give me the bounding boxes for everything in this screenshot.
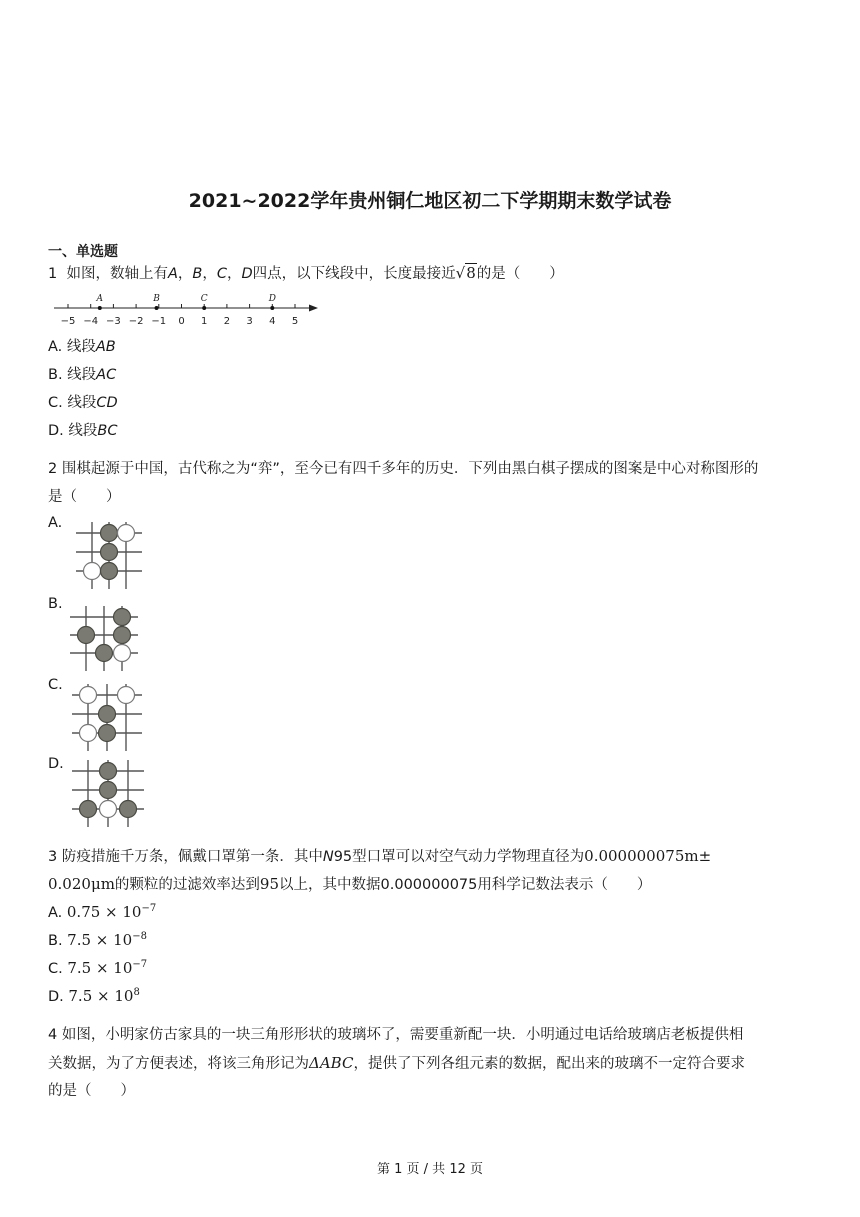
tick-label: 3: [246, 316, 253, 327]
question-2-line-2: 是（ ）: [48, 489, 121, 505]
white-stone: [84, 563, 101, 580]
black-stone: [114, 627, 131, 644]
black-stone: [101, 563, 118, 580]
white-stone: [114, 645, 131, 662]
tick-label: −5: [60, 316, 76, 327]
question-3-line-2: 0.020μm的颗粒的过滤效率达到95以上，其中数据0.000000075用科学记数法表示（ ）: [48, 875, 652, 893]
question-number: 1: [48, 266, 58, 282]
go-board-option-b[interactable]: [66, 604, 146, 680]
question-number: 3: [48, 849, 58, 865]
point-label: C: [200, 294, 208, 304]
question-number: 2: [48, 461, 58, 477]
black-stone: [100, 763, 117, 780]
page-footer: 第 1 页 / 共 12 页: [377, 1162, 483, 1177]
q2-option-a[interactable]: A.: [48, 515, 63, 531]
sqrt-expression: √8: [455, 264, 476, 282]
document-title: 2021~2022学年贵州铜仁地区初二下学期期末数学试卷: [188, 190, 672, 212]
q1-option-d[interactable]: D. 线段BC: [48, 423, 118, 439]
q3-option-b[interactable]: B. $7.5 \times 10^{-8}$: [48, 931, 147, 949]
black-stone: [78, 627, 95, 644]
point-label: B: [153, 294, 160, 304]
black-stone: [100, 782, 117, 799]
black-stone: [101, 544, 118, 561]
q2-option-d[interactable]: D.: [48, 756, 64, 772]
white-stone: [118, 687, 135, 704]
q3-option-d[interactable]: D. $7.5 \times 10^8$: [48, 987, 140, 1005]
q1-option-a[interactable]: A. 线段AB: [48, 339, 116, 355]
go-board-option-a[interactable]: [70, 515, 150, 591]
section-heading: 一、单选题: [48, 244, 118, 260]
question-3-line-1: 3 防疫措施千万条，佩戴口罩第一条．其中N95型口罩可以对空气动力学物理直径为0.000000075m±: [48, 847, 712, 865]
question-4-line-1: 4 如图，小明家仿古家具的一块三角形形状的玻璃坏了，需要重新配一块．小明通过电话给玻璃店老板提供相: [48, 1027, 744, 1043]
tick-label: −1: [151, 316, 167, 327]
black-stone: [114, 609, 131, 626]
go-board-option-c[interactable]: [70, 681, 150, 757]
question-4-line-3: 的是（ ）: [48, 1083, 135, 1099]
point-label: D: [268, 294, 276, 304]
black-stone: [101, 525, 118, 542]
q3-option-a[interactable]: A. $0.75 \times 10^{-7}$: [48, 903, 157, 921]
q2-option-b[interactable]: B.: [48, 596, 63, 612]
axis-arrow: [309, 305, 318, 312]
white-stone: [100, 801, 117, 818]
tick-label: 2: [223, 316, 231, 327]
white-stone: [80, 687, 97, 704]
black-stone: [99, 725, 116, 742]
white-stone: [80, 725, 97, 742]
tick-label: 4: [269, 316, 276, 327]
tick-label: −2: [128, 316, 144, 327]
point-label: A: [96, 294, 104, 304]
tick-label: 1: [201, 316, 208, 327]
q3-option-c[interactable]: C. $7.5 \times 10^{-7}$: [48, 959, 148, 977]
question-4-line-2: 关数据，为了方便表述，将该三角形记为ΔABC，提供了下列各组元素的数据，配出来的玻璃不一定符合要求: [48, 1054, 745, 1072]
point-b: [155, 306, 159, 310]
tick-label: 5: [291, 316, 299, 327]
point-c: [202, 306, 206, 310]
q1-option-b[interactable]: B. 线段AC: [48, 367, 117, 383]
q1-option-c[interactable]: C. 线段CD: [48, 395, 118, 411]
tick-label: −4: [83, 316, 99, 327]
point-d: [270, 306, 274, 310]
q2-option-c[interactable]: C.: [48, 677, 63, 693]
white-stone: [118, 525, 135, 542]
question-number: 4: [48, 1027, 58, 1043]
number-line-figure: [50, 288, 330, 328]
question-2-line-1: 2 围棋起源于中国，古代称之为“弈”，至今已有四千多年的历史．下列由黑白棋子摆成的图案是中心对称图形的: [48, 461, 759, 477]
black-stone: [99, 706, 116, 723]
black-stone: [96, 645, 113, 662]
tick-label: 0: [178, 316, 185, 327]
black-stone: [120, 801, 137, 818]
point-a: [98, 306, 102, 310]
go-board-option-d[interactable]: [70, 757, 150, 833]
question-1-stem: 1 如图，数轴上有A，B，C，D四点，以下线段中，长度最接近√8的是（ ）: [48, 264, 564, 282]
black-stone: [80, 801, 97, 818]
tick-label: −3: [106, 316, 121, 327]
